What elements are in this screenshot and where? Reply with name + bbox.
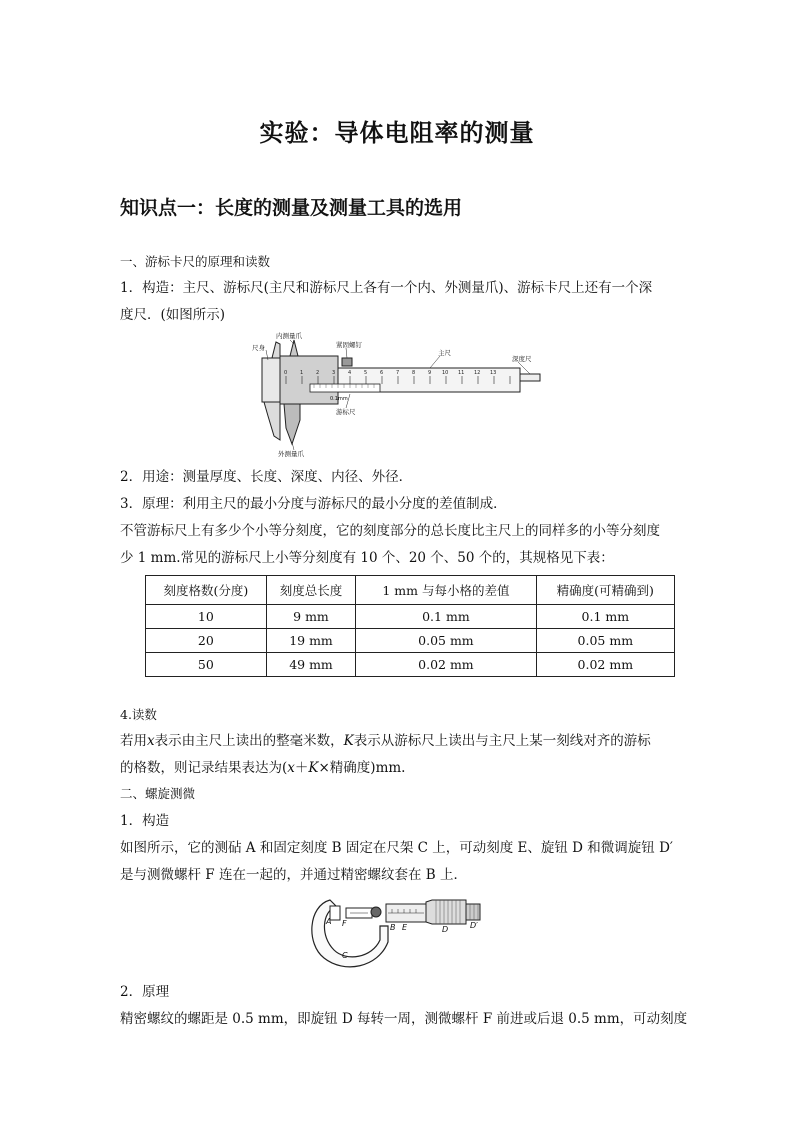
label-main-scale: 主尺 bbox=[438, 349, 451, 357]
reading-text-2 bbox=[120, 758, 405, 778]
reading-text-segment: 表示从游标尺上读出与主尺上某一刻线对齐的游标 bbox=[353, 733, 651, 749]
table-header: 刻度格数(分度) bbox=[146, 576, 267, 605]
scale-number: 3 bbox=[332, 370, 336, 376]
label-ruler-body: 尺身 bbox=[252, 344, 265, 352]
table-cell: 0.1 mm bbox=[356, 605, 536, 629]
micrometer-construction-1: 如图所示，它的测砧 A 和固定刻度 B 固定在尺架 C 上，可动刻度 E、旋钮 D 和微调旋钮 D′ bbox=[120, 840, 673, 856]
micrometer-principle-1: 精密螺纹的螺距是 0.5 mm，即旋钮 D 每转一周，测微螺杆 F 前进或后退 0.5 mm，可动刻度 bbox=[120, 1011, 688, 1027]
reading-text-segment: ×精确度)mm. bbox=[318, 760, 406, 776]
table-header: 精确度(可精确到) bbox=[536, 576, 674, 605]
scale-number: 12 bbox=[474, 370, 481, 376]
scale-number: 11 bbox=[458, 370, 465, 376]
usage-text: 2．用途：测量厚度、长度、深度、内径、外径． bbox=[120, 469, 413, 485]
label-lock-screw: 紧固螺钉 bbox=[336, 341, 362, 349]
label-c: C bbox=[342, 951, 348, 960]
label-depth-rod: 深度尺 bbox=[512, 355, 532, 363]
micrometer-figure bbox=[306, 892, 496, 974]
table-header-row bbox=[146, 576, 675, 605]
principle-detail-2: 少 1 mm.常见的游标尺上小等分刻度有 10 个、20 个、50 个的，其规格见下表： bbox=[120, 550, 614, 566]
scale-number: 6 bbox=[380, 370, 384, 376]
scale-number: 10 bbox=[442, 370, 449, 376]
label-outer-jaw: 外测量爪 bbox=[278, 450, 304, 458]
label-d: D bbox=[442, 925, 449, 934]
scale-number: 9 bbox=[428, 370, 432, 376]
scale-number: 0 bbox=[284, 370, 288, 376]
label-a: A bbox=[326, 917, 332, 926]
micrometer-construction-2: 是与测微螺杆 F 连在一起的，并通过精密螺纹套在 B 上． bbox=[120, 867, 467, 883]
page-title: 实验：导体电阻率的测量 bbox=[259, 119, 535, 147]
scale-number: 7 bbox=[396, 370, 400, 376]
variable-x: x bbox=[287, 760, 295, 776]
table-cell: 9 mm bbox=[266, 605, 355, 629]
reading-text-segment: 若用 bbox=[120, 733, 147, 749]
vernier-caliper-figure bbox=[250, 328, 550, 460]
label-f: F bbox=[342, 919, 347, 928]
section-heading: 知识点一：长度的测量及测量工具的选用 bbox=[120, 197, 463, 219]
table-cell: 19 mm bbox=[266, 629, 355, 653]
table-cell: 0.05 mm bbox=[536, 629, 674, 653]
label-e: E bbox=[402, 923, 408, 932]
table-cell: 0.02 mm bbox=[356, 653, 536, 677]
label-inner-jaw: 内测量爪 bbox=[276, 332, 302, 340]
reading-text-segment: 的格数，则记录结果表达为( bbox=[120, 760, 288, 776]
principle-text: 3．原理：利用主尺的最小分度与游标尺的最小分度的差值制成． bbox=[120, 496, 507, 512]
scale-number: 13 bbox=[490, 370, 497, 376]
construction-text-2: 度尺．(如图所示) bbox=[120, 307, 226, 323]
micrometer-construction-heading: 1．构造 bbox=[120, 813, 170, 829]
scale-number: 8 bbox=[412, 370, 416, 376]
construction-text-1: 1．构造：主尺、游标尺(主尺和游标尺上各有一个内、外测量爪)、游标卡尺上还有一个深 bbox=[120, 280, 653, 296]
variable-k: K bbox=[343, 733, 354, 749]
variable-k: K bbox=[308, 760, 319, 776]
reading-text-1 bbox=[120, 731, 651, 751]
table-row bbox=[146, 653, 675, 677]
table-row bbox=[146, 605, 675, 629]
reading-heading: 4.读数 bbox=[120, 707, 157, 722]
table-cell: 10 bbox=[146, 605, 267, 629]
scale-number: 4 bbox=[348, 370, 352, 376]
reading-text-segment: 表示由主尺上读出的整毫米数， bbox=[154, 733, 344, 749]
label-vernier-scale: 游标尺 bbox=[336, 408, 356, 416]
vernier-heading: 一、游标卡尺的原理和读数 bbox=[120, 254, 271, 269]
label-b: B bbox=[390, 923, 396, 932]
micrometer-heading: 二、螺旋测微 bbox=[120, 786, 196, 801]
label-d-prime: D′ bbox=[470, 921, 478, 930]
scale-number: 5 bbox=[364, 370, 368, 376]
vernier-spec-table bbox=[145, 575, 675, 677]
label-precision: 0.1mm bbox=[330, 396, 348, 402]
table-header: 1 mm 与每小格的差值 bbox=[356, 576, 536, 605]
table-row bbox=[146, 629, 675, 653]
reading-text-segment: ＋ bbox=[294, 760, 309, 776]
scale-number: 2 bbox=[316, 370, 320, 376]
table-header: 刻度总长度 bbox=[266, 576, 355, 605]
table-cell: 0.02 mm bbox=[536, 653, 674, 677]
table-cell: 49 mm bbox=[266, 653, 355, 677]
principle-detail-1: 不管游标尺上有多少个小等分刻度，它的刻度部分的总长度比主尺上的同样多的小等分刻度 bbox=[120, 523, 660, 539]
table-cell: 0.1 mm bbox=[536, 605, 674, 629]
micrometer-principle-heading: 2．原理 bbox=[120, 984, 170, 1000]
variable-x: x bbox=[147, 733, 155, 749]
table-cell: 0.05 mm bbox=[356, 629, 536, 653]
table-cell: 50 bbox=[146, 653, 267, 677]
table-cell: 20 bbox=[146, 629, 267, 653]
scale-number: 1 bbox=[300, 370, 304, 376]
